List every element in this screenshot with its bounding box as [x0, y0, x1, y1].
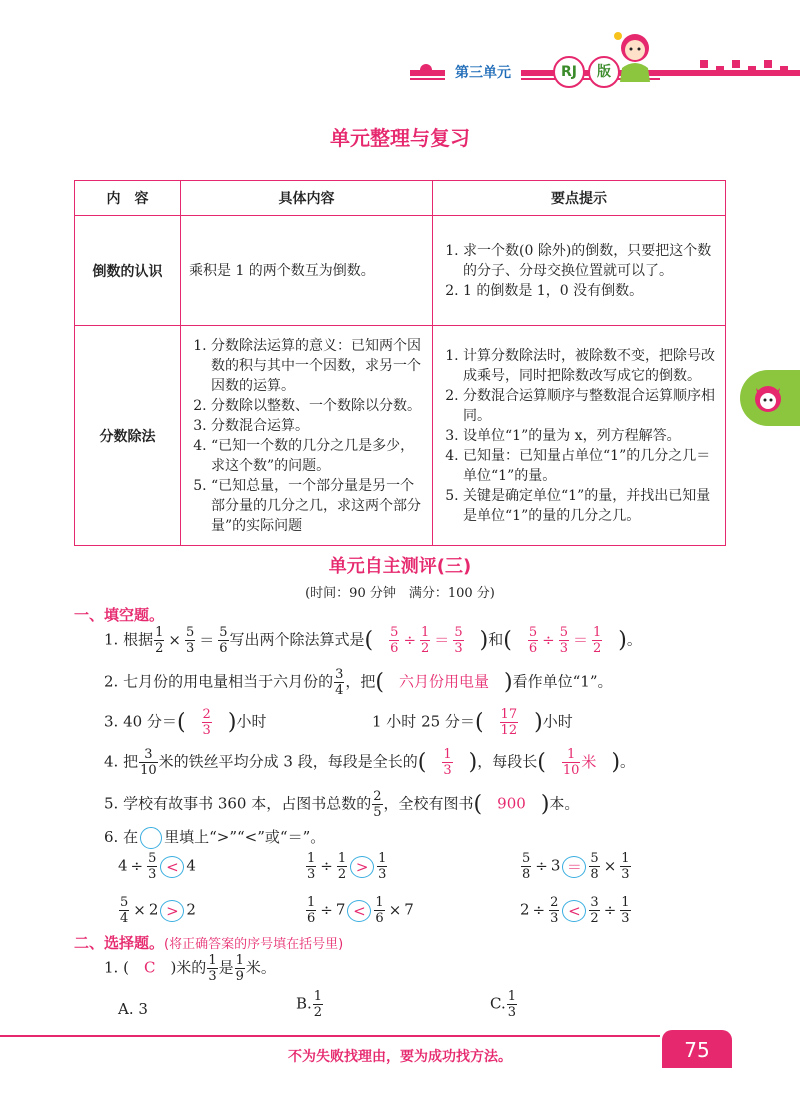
compare-circle	[140, 827, 162, 849]
footer-line	[0, 1035, 660, 1037]
q-text: 4	[186, 856, 196, 875]
page-number: 75	[662, 1030, 732, 1068]
table-header: 要点提示	[433, 181, 726, 216]
checker-decor	[700, 60, 708, 68]
compare-answer[interactable]: ＝	[562, 856, 586, 878]
compare-answer[interactable]: <	[160, 856, 184, 878]
compare-item: $\frac{1}{3}$ ÷ $\frac{1}{2}$ > $\frac{1}{3}$	[307, 851, 387, 882]
part1-heading: 一、填空题。	[74, 606, 165, 624]
checker-decor	[764, 60, 772, 68]
answer-blank[interactable]: $\frac{1}{3}$	[443, 747, 452, 778]
heading-text: 二、选择题。	[74, 934, 165, 952]
fraction: $\frac{3}{10}$	[140, 747, 157, 778]
test-meta: (时间：90 分钟 满分：100 分)	[305, 586, 495, 601]
content-item: 2. 分数除以整数、一个数除以分数。	[211, 396, 424, 416]
side-tab	[740, 370, 800, 426]
unit-text: 米	[581, 752, 597, 771]
compare-item: 4 ÷ $\frac{5}{3}$ < 4	[118, 851, 196, 882]
option-label: B.	[296, 994, 312, 1013]
content-item: 3. 分数混合运算。	[211, 416, 424, 436]
fraction: $\frac{1}{2}$	[155, 625, 164, 656]
option-label: C.	[490, 994, 506, 1013]
tip-item: 2. 分数混合运算顺序与整数混合运算顺序相同。	[463, 386, 717, 426]
compare-item: $\frac{1}{6}$ ÷ 7 < $\frac{1}{6}$ × 7	[307, 895, 414, 926]
q-text: 本。	[549, 794, 580, 813]
fox-face-icon	[750, 380, 786, 416]
test-title: 单元自主测评(三)	[328, 556, 472, 577]
answer-blank[interactable]: C	[143, 958, 156, 977]
checker-decor	[716, 66, 724, 74]
table-header-row	[75, 181, 726, 216]
answer-blank[interactable]: 六月份用电量	[399, 672, 490, 691]
unit-label: 第三单元	[445, 60, 521, 84]
row-content	[181, 326, 433, 546]
q-text: ，每段长	[477, 752, 538, 771]
q-text: 小时	[236, 712, 267, 731]
option-b: B. $\frac{1}{2}$	[296, 989, 323, 1020]
tip-item: 2. 1 的倒数是 1，0 没有倒数。	[463, 281, 717, 301]
fraction: $\frac{2}{5}$	[373, 789, 382, 820]
footer-motto: 不为失败找理由，要为成功找方法。	[288, 1049, 512, 1065]
part2-heading	[74, 932, 343, 953]
q-text: 7	[335, 900, 346, 919]
question-4: 4. 把 $\frac{3}{10}$ 米的铁丝平均分成 3 段，每段是全长的( $\frac{1}{3}$ )，每段长( $\frac{1}{10}$ 米 )。	[104, 747, 636, 778]
row-tips	[433, 216, 726, 326]
compare-item: 2 ÷ $\frac{2}{3}$ < $\frac{3}{2}$ ÷ $\frac{1}{3}$	[520, 895, 630, 926]
fraction: $\frac{3}{4}$	[335, 667, 344, 698]
edition-badge: 版	[588, 56, 620, 88]
compare-item: $\frac{5}{4}$ × 2 > 2	[120, 895, 196, 926]
table-header: 具体内容	[181, 181, 433, 216]
answer-blank[interactable]: $\frac{1}{10}$ 米	[562, 747, 597, 778]
q-text: )米的	[170, 958, 207, 977]
compare-answer[interactable]: >	[350, 856, 374, 878]
answer-blank[interactable]: 900	[497, 794, 526, 813]
review-table	[74, 180, 726, 546]
tip-item: 4. 已知量：已知量占单位“1”的几分之几＝单位“1”的量。	[463, 446, 717, 486]
checker-decor	[780, 66, 788, 74]
content-item: 4. “已知一个数的几分之几是多少，求这个数”的问题。	[211, 436, 424, 476]
question-1: 1. 根据 $\frac{1}{2}$ × $\frac{5}{3}$ ＝ $\frac{5}{6}$ 写出两个除法算式是( $\frac{5}{6}$ ÷ $\frac{1}{2}$ ＝ $\frac{5}{3}$ )和( $\frac{5}{6}$ ÷ $\frac{5}{3}$ ＝ $\frac{1}{2}$ )。	[104, 625, 642, 656]
table-header: 内 容	[75, 181, 181, 216]
q-text: 1 小时 25 分＝	[372, 712, 475, 731]
row-category: 分数除法	[75, 326, 181, 546]
tip-item: 5. 关键是确定单位“1”的量，并找出已知量是单位“1”的量的几分之几。	[463, 486, 717, 526]
q-text: 1. 根据	[104, 630, 154, 649]
q-text: 2. 七月份的用电量相当于六月份的	[104, 672, 334, 691]
q-text: 1. (	[104, 958, 129, 977]
section-title: 单元整理与复习	[330, 126, 470, 150]
q-text: 2	[186, 900, 196, 919]
q-text: 7	[404, 900, 414, 919]
compare-answer[interactable]: <	[562, 900, 586, 922]
heading-note: (将正确答案的序号填在括号里)	[164, 937, 344, 952]
option-a: A. 3	[118, 1000, 148, 1018]
fraction: $\frac{5}{6}$	[219, 625, 228, 656]
choice-question-1: 1. ( C )米的 $\frac{1}{3}$ 是 $\frac{1}{9}$ 米。	[104, 953, 276, 984]
fraction: $\frac{5}{3}$	[185, 625, 195, 656]
q-text: 是	[218, 958, 234, 977]
compare-item: $\frac{5}{8}$ ÷ 3 ＝ $\frac{5}{8}$ × $\frac{1}{3}$	[522, 851, 630, 882]
q-text: 小时	[542, 712, 573, 731]
answer-blank[interactable]: $\frac{5}{6}$ ÷ $\frac{5}{3}$ ＝ $\frac{1}{2}$	[528, 625, 602, 656]
tip-item: 1. 求一个数(0 除外)的倒数，只要把这个数的分子、分母交换位置就可以了。	[463, 241, 717, 281]
mascot-icon	[610, 28, 660, 83]
checker-decor	[748, 66, 756, 74]
row-category: 倒数的认识	[75, 216, 181, 326]
q-text: 。	[626, 630, 642, 649]
q-text: 。	[620, 752, 636, 771]
tip-item: 3. 设单位“1”的量为 x，列方程解答。	[463, 426, 717, 446]
compare-answer[interactable]: >	[160, 900, 184, 922]
content-item: 5. “已知总量，一个部分量是另一个部分量的几分之几，求这两个部分量”的实际问题	[211, 476, 424, 536]
question-6	[104, 826, 325, 849]
q-text: 米。	[245, 958, 276, 977]
question-3: 3. 40 分＝( $\frac{2}{3}$ )小时	[104, 707, 267, 738]
rj-badge: RJ	[553, 56, 585, 88]
q-text: ，全校有图书	[383, 794, 474, 813]
q-text: ，把	[345, 672, 376, 691]
question-2: 2. 七月份的用电量相当于六月份的 $\frac{3}{4}$ ，把( 六月份用电量 )看作单位“1”。	[104, 667, 613, 698]
table-row	[75, 216, 726, 326]
q-text: 和	[488, 630, 504, 649]
answer-blank[interactable]: $\frac{17}{12}$	[500, 707, 518, 738]
answer-blank[interactable]: $\frac{5}{6}$ ÷ $\frac{1}{2}$ ＝ $\frac{5}{3}$	[390, 625, 463, 656]
q-text: 6. 在	[104, 828, 139, 846]
q-text: 里填上“>”“<”或“＝”。	[164, 828, 326, 846]
checker-decor	[732, 60, 740, 68]
table-row	[75, 326, 726, 546]
row-tips	[433, 326, 726, 546]
q-text: 看作单位“1”。	[512, 672, 613, 691]
content-item: 1. 分数除法运算的意义：已知两个因数的积与其中一个因数，求另一个因数的运算。	[211, 336, 424, 396]
q-text: 5. 学校有故事书 360 本，占图书总数的	[104, 794, 372, 813]
q-text: 写出两个除法算式是	[229, 630, 365, 649]
row-content: 乘积是 1 的两个数互为倒数。	[181, 216, 433, 326]
option-c: C. $\frac{1}{3}$	[490, 989, 516, 1020]
header-dot	[420, 64, 432, 76]
question-3b: 1 小时 25 分＝( $\frac{17}{12}$ )小时	[372, 707, 573, 738]
q-text: 米的铁丝平均分成 3 段，每段是全长的	[158, 752, 418, 771]
answer-blank[interactable]: $\frac{2}{3}$	[202, 707, 211, 738]
compare-answer[interactable]: <	[347, 900, 371, 922]
q-text: 4. 把	[104, 752, 139, 771]
question-5: 5. 学校有故事书 360 本，占图书总数的 $\frac{2}{5}$ ，全校有图书( 900 )本。	[104, 789, 580, 820]
tip-item: 1. 计算分数除法时，被除数不变，把除号改成乘号，同时把除数改写成它的倒数。	[463, 346, 717, 386]
q-text: 3. 40 分＝	[104, 712, 177, 731]
